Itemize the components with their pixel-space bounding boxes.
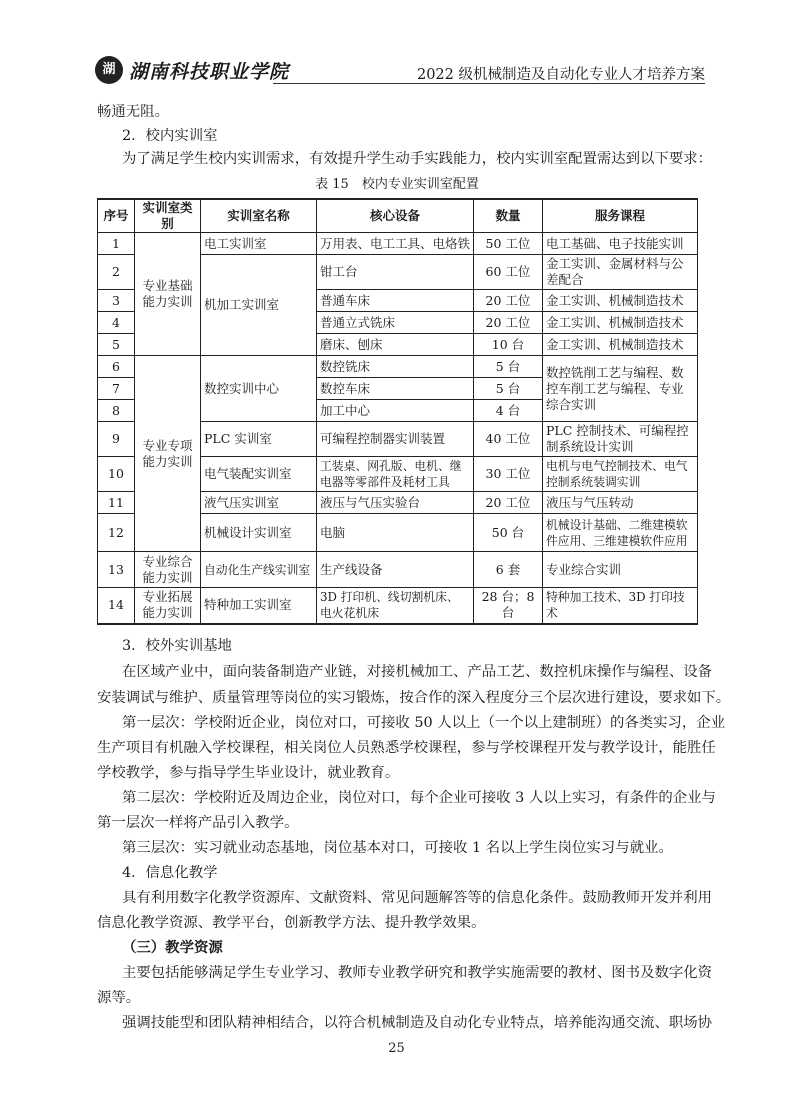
lab-name: 机加工实训室 [201,255,317,356]
section-heading: （三）教学资源 [122,939,223,956]
quantity: 6 套 [474,552,543,588]
core-equipment: 电脑 [317,514,474,552]
table-header-row [98,199,698,233]
document-title: 2022 级机械制造及自动化专业人才培养方案 [416,67,705,83]
lab-category: 专业综合能力实训 [135,552,201,588]
core-equipment: 数控铣床 [317,356,474,378]
service-course: 金工实训、机械制造技术 [543,334,698,356]
paragraph: 第二层次：学校附近及周边企业，岗位对口，每个企业可接收 3 人以上实习，有条件的企业与 [122,790,716,806]
service-course: 金工实训、金属材料与公差配合 [543,255,698,290]
core-equipment: 普通车床 [317,290,474,312]
lab-name: 电气装配实训室 [201,457,317,492]
paragraph: 信息化教学资源、教学平台，创新教学方法、提升教学效果。 [97,915,486,931]
core-equipment: 3D 打印机、线切割机床、电火花机床 [317,588,474,624]
header-cell: 服务课程 [543,199,698,233]
service-course: 特种加工技术、3D 打印技术 [543,588,698,624]
lab-name: 液气压实训室 [201,492,317,514]
core-equipment: 可编程控制器实训装置 [317,422,474,457]
row-number: 12 [98,514,135,552]
section-heading: 3．校外实训基地 [122,638,232,654]
page-number: 25 [388,1041,405,1056]
header-cell: 序号 [98,199,135,233]
core-equipment: 万用表、电工工具、电烙铁 [317,233,474,255]
row-number: 11 [98,492,135,514]
lab-name: 机械设计实训室 [201,514,317,552]
service-course: PLC 控制技术、可编程控制系统设计实训 [543,422,698,457]
header-rule [273,83,705,84]
row-number: 1 [98,233,135,255]
header-cell: 实训室类别 [135,199,201,233]
paragraph: 源等。 [97,990,141,1006]
core-equipment: 液压与气压实验台 [317,492,474,514]
lab-category: 专业基础能力实训 [135,233,201,356]
quantity: 50 台 [474,514,543,552]
row-number: 8 [98,400,135,422]
row-number: 5 [98,334,135,356]
service-course: 金工实训、机械制造技术 [543,290,698,312]
service-course: 专业综合实训 [543,552,698,588]
paragraph: 学校教学，参与指导学生毕业设计，就业教育。 [97,765,400,781]
lab-name: 自动化生产线实训室 [201,552,317,588]
paragraph: 具有利用数字化教学资源库、文献资料、常见问题解答等的信息化条件。鼓励教师开发并利用 [122,890,713,906]
quantity: 10 台 [474,334,543,356]
quantity: 20 工位 [474,492,543,514]
core-equipment: 工装桌、网孔版、电机、继电器等零部件及耗材工具 [317,457,474,492]
table-row [98,552,698,588]
service-course: 数控铣削工艺与编程、数控车削工艺与编程、专业综合实训 [543,356,698,422]
row-number: 3 [98,290,135,312]
service-course: 液压与气压转动 [543,492,698,514]
quantity: 20 工位 [474,312,543,334]
table-row [98,233,698,255]
section-heading: 4．信息化教学 [122,865,218,881]
service-course: 金工实训、机械制造技术 [543,312,698,334]
header-cell: 核心设备 [317,199,474,233]
core-equipment: 生产线设备 [317,552,474,588]
row-number: 9 [98,422,135,457]
school-name: 湖南科技职业学院 [129,61,290,83]
quantity: 5 台 [474,356,543,378]
core-equipment: 数控车床 [317,378,474,400]
lab-name: 数控实训中心 [201,356,317,422]
paragraph: 在区域产业中，面向装备制造产业链，对接机械加工、产品工艺、数控机床操作与编程、设备 [122,664,713,680]
paragraph: 第三层次：实习就业动态基地，岗位基本对口，可接收 1 名以上学生岗位实习与就业。 [122,840,673,856]
page-header [95,56,705,86]
section-heading: 2．校内实训室 [122,128,218,144]
quantity: 30 工位 [474,457,543,492]
service-course: 电工基础、电子技能实训 [543,233,698,255]
paragraph: 生产项目有机融入学校课程，相关岗位人员熟悉学校课程，参与学校课程开发与教学设计，能胜任 [97,740,716,756]
paragraph: 主要包括能够满足学生专业学习、教师专业教学研究和教学实施需要的教材、图书及数字化资 [122,965,713,981]
quantity: 50 工位 [474,233,543,255]
service-course: 机械设计基础、二维建模软件应用、三维建模软件应用 [543,514,698,552]
lab-config-table [97,198,698,625]
header-cell: 实训室名称 [201,199,317,233]
row-number: 10 [98,457,135,492]
paragraph: 第一层次一样将产品引入教学。 [97,815,299,831]
quantity: 28 台；8 台 [474,588,543,624]
lab-name: 电工实训室 [201,233,317,255]
row-number: 4 [98,312,135,334]
paragraph: 强调技能型和团队精神相结合，以符合机械制造及自动化专业特点，培养能沟通交流、职场协 [122,1015,713,1031]
row-number: 2 [98,255,135,290]
header-cell: 数量 [474,199,543,233]
paragraph: 第一层次：学校附近企业，岗位对口，可接收 50 人以上（一个以上建制班）的各类实习，企业 [122,715,726,731]
quantity: 5 台 [474,378,543,400]
service-course: 电机与电气控制技术、电气控制系统装调实训 [543,457,698,492]
table-row [98,588,698,624]
quantity: 4 台 [474,400,543,422]
quantity: 40 工位 [474,422,543,457]
core-equipment: 加工中心 [317,400,474,422]
paragraph: 畅通无阻。 [97,104,169,120]
quantity: 60 工位 [474,255,543,290]
school-logo: 湖 [95,56,123,84]
paragraph: 安装调试与维护、质量管理等岗位的实习锻炼，按合作的深入程度分三个层次进行建设，要求如下。 [97,690,731,706]
table-caption: 表 15 校内专业实训室配置 [315,177,479,192]
row-number: 7 [98,378,135,400]
core-equipment: 磨床、刨床 [317,334,474,356]
row-number: 14 [98,588,135,624]
lab-name: 特种加工实训室 [201,588,317,624]
row-number: 6 [98,356,135,378]
core-equipment: 钳工台 [317,255,474,290]
lab-category: 专业拓展能力实训 [135,588,201,624]
lab-name: PLC 实训室 [201,422,317,457]
row-number: 13 [98,552,135,588]
core-equipment: 普通立式铣床 [317,312,474,334]
quantity: 20 工位 [474,290,543,312]
table-row [98,356,698,378]
lab-category: 专业专项能力实训 [135,356,201,552]
paragraph: 为了满足学生校内实训需求，有效提升学生动手实践能力，校内实训室配置需达到以下要求： [122,151,713,167]
